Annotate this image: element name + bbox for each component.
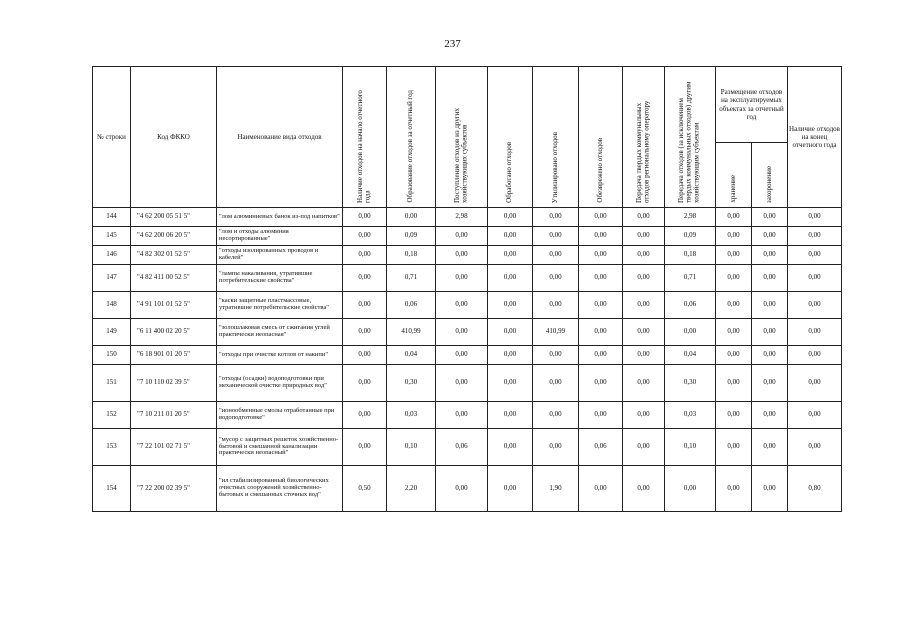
table-row: [93, 292, 842, 319]
cell-value: 0,06: [436, 429, 488, 466]
cell-value: 0,71: [665, 265, 716, 292]
cell-fkko-code: "6 18 901 01 20 5": [131, 346, 217, 365]
cell-value: 0,00: [788, 208, 842, 227]
cell-value: 0,00: [716, 466, 752, 512]
cell-value: 0,00: [343, 402, 387, 429]
cell-value: 0,00: [436, 319, 488, 346]
cell-row-no: 144: [93, 208, 131, 227]
cell-value: 2,20: [387, 466, 436, 512]
table-row: [93, 319, 842, 346]
cell-value: 0,00: [488, 265, 533, 292]
cell-value: 0,00: [343, 429, 387, 466]
cell-value: 0,00: [716, 227, 752, 246]
table-row: [93, 208, 842, 227]
cell-value: 0,00: [716, 346, 752, 365]
cell-waste-name: "лампы накаливания, утратившие потребительские свойства": [217, 265, 343, 292]
cell-fkko-code: "7 10 110 02 39 5": [131, 365, 217, 402]
cell-value: 410,99: [387, 319, 436, 346]
table-body: [93, 208, 842, 512]
cell-value: 0,00: [788, 402, 842, 429]
cell-value: 0,00: [533, 346, 579, 365]
cell-value: 0,00: [533, 208, 579, 227]
cell-value: 0,00: [436, 466, 488, 512]
header-start-year: Наличие отходов на начало отчетного года: [343, 67, 387, 208]
header-generated: Образование отходов за отчетный год: [387, 67, 436, 208]
cell-value: 0,00: [488, 208, 533, 227]
cell-value: 0,04: [665, 346, 716, 365]
cell-fkko-code: "7 10 211 01 20 5": [131, 402, 217, 429]
cell-value: 0,00: [752, 208, 788, 227]
table-row: [93, 246, 842, 265]
cell-value: 0,00: [488, 246, 533, 265]
cell-value: 0,00: [752, 429, 788, 466]
header-end-year: Наличие отходов на конец отчетного года: [788, 67, 842, 208]
cell-waste-name: "ионообменные смолы отработанные при водоподготовке": [217, 402, 343, 429]
cell-value: 0,00: [665, 319, 716, 346]
cell-value: 0,06: [579, 429, 623, 466]
cell-row-no: 151: [93, 365, 131, 402]
cell-waste-name: "мусор с защитных решеток хозяйственно-бытовой и смешанной канализации практически неопасный": [217, 429, 343, 466]
cell-value: 0,00: [788, 265, 842, 292]
cell-value: 0,00: [623, 246, 665, 265]
cell-value: 0,00: [752, 346, 788, 365]
cell-value: 0,00: [436, 265, 488, 292]
cell-value: 0,00: [387, 208, 436, 227]
cell-value: 0,00: [436, 246, 488, 265]
waste-table: [92, 66, 842, 512]
cell-waste-name: "отходы (осадки) водоподготовки при механической очистке природных вод": [217, 365, 343, 402]
cell-value: 0,71: [387, 265, 436, 292]
header-storage: хранение: [716, 143, 752, 208]
cell-value: 0,00: [343, 346, 387, 365]
cell-waste-name: "каски защитные пластмассовые, утратившие потребительские свойства": [217, 292, 343, 319]
table-row: [93, 365, 842, 402]
cell-value: 0,00: [623, 265, 665, 292]
cell-value: 0,00: [716, 246, 752, 265]
cell-value: 0,00: [579, 292, 623, 319]
cell-value: 0,00: [623, 466, 665, 512]
cell-row-no: 154: [93, 466, 131, 512]
cell-value: 0,00: [623, 365, 665, 402]
cell-value: 0,00: [488, 466, 533, 512]
header-burial: захоронение: [752, 143, 788, 208]
cell-value: 0,00: [579, 227, 623, 246]
cell-value: 0,00: [579, 402, 623, 429]
cell-waste-name: "отходы изолированных проводов и кабелей": [217, 246, 343, 265]
cell-value: 0,00: [579, 208, 623, 227]
cell-value: 0,00: [533, 429, 579, 466]
cell-value: 0,00: [788, 346, 842, 365]
cell-fkko-code: "4 62 200 05 51 5": [131, 208, 217, 227]
cell-value: 0,50: [343, 466, 387, 512]
cell-value: 0,00: [343, 208, 387, 227]
cell-row-no: 149: [93, 319, 131, 346]
cell-value: 0,00: [579, 265, 623, 292]
cell-value: 410,99: [533, 319, 579, 346]
cell-value: 0,80: [788, 466, 842, 512]
header-utilized: Утилизировано отходов: [533, 67, 579, 208]
header-placement-group: Размещение отходов на эксплуатируемых объектах за отчетный год: [716, 67, 788, 143]
cell-waste-name: "лом алюминиевых банок из-под напитков": [217, 208, 343, 227]
cell-value: 0,00: [752, 466, 788, 512]
cell-value: 0,00: [488, 292, 533, 319]
cell-value: 0,00: [752, 402, 788, 429]
cell-waste-name: "ил стабилизированный биологических очистных сооружений хозяйственно-бытовых и смешанных сточных вод": [217, 466, 343, 512]
cell-value: 0,00: [752, 292, 788, 319]
cell-value: 0,00: [752, 365, 788, 402]
cell-value: 0,00: [488, 346, 533, 365]
cell-value: 0,00: [716, 292, 752, 319]
cell-value: 0,00: [343, 246, 387, 265]
table-row: [93, 346, 842, 365]
cell-value: 0,10: [387, 429, 436, 466]
cell-value: 0,00: [623, 292, 665, 319]
cell-value: 0,00: [716, 429, 752, 466]
cell-value: 0,00: [788, 319, 842, 346]
cell-value: 0,00: [488, 319, 533, 346]
cell-value: 0,00: [488, 429, 533, 466]
header-processed: Обработано отходов: [488, 67, 533, 208]
cell-value: 0,00: [752, 319, 788, 346]
cell-value: 0,00: [623, 227, 665, 246]
cell-fkko-code: "7 22 101 02 71 5": [131, 429, 217, 466]
table-row: [93, 227, 842, 246]
cell-value: 0,00: [788, 292, 842, 319]
cell-fkko-code: "4 91 101 01 52 5": [131, 292, 217, 319]
cell-value: 0,00: [436, 402, 488, 429]
cell-value: 0,00: [665, 466, 716, 512]
cell-value: 0,00: [788, 227, 842, 246]
table-row: [93, 466, 842, 512]
cell-value: 0,00: [343, 365, 387, 402]
cell-value: 0,00: [533, 265, 579, 292]
cell-value: 0,00: [579, 346, 623, 365]
cell-value: 0,00: [533, 402, 579, 429]
cell-value: 0,03: [665, 402, 716, 429]
cell-value: 0,09: [387, 227, 436, 246]
cell-value: 0,00: [623, 402, 665, 429]
cell-waste-name: "лом и отходы алюминия несортированные": [217, 227, 343, 246]
cell-value: 0,00: [343, 227, 387, 246]
cell-value: 0,00: [788, 246, 842, 265]
cell-value: 0,00: [716, 402, 752, 429]
table-row: [93, 402, 842, 429]
cell-value: 0,00: [623, 346, 665, 365]
cell-value: 0,00: [436, 292, 488, 319]
cell-value: 2,98: [436, 208, 488, 227]
table-row: [93, 429, 842, 466]
cell-row-no: 153: [93, 429, 131, 466]
cell-fkko-code: "4 62 200 06 20 5": [131, 227, 217, 246]
cell-value: 0,00: [488, 365, 533, 402]
cell-value: 0,04: [387, 346, 436, 365]
cell-row-no: 147: [93, 265, 131, 292]
cell-value: 0,10: [665, 429, 716, 466]
cell-value: 0,09: [665, 227, 716, 246]
cell-fkko-code: "7 22 200 02 39 5": [131, 466, 217, 512]
header-fkko-code: Код ФККО: [131, 67, 217, 208]
header-waste-name: Наименование вида отходов: [217, 67, 343, 208]
cell-value: 0,00: [579, 466, 623, 512]
cell-value: 0,00: [488, 402, 533, 429]
cell-value: 0,18: [387, 246, 436, 265]
cell-value: 0,06: [665, 292, 716, 319]
cell-fkko-code: "4 82 302 01 52 5": [131, 246, 217, 265]
cell-value: 0,00: [579, 246, 623, 265]
cell-value: 1,90: [533, 466, 579, 512]
cell-value: 0,00: [436, 365, 488, 402]
cell-value: 0,00: [716, 319, 752, 346]
cell-value: 0,00: [533, 227, 579, 246]
cell-value: 0,00: [752, 246, 788, 265]
header-transfer-other: Передача отходов (за исключением твердых коммунальных отходов) другим хозяйствующим субъектам: [665, 67, 716, 208]
cell-value: 0,30: [665, 365, 716, 402]
cell-value: 0,00: [343, 319, 387, 346]
cell-value: 0,03: [387, 402, 436, 429]
cell-row-no: 148: [93, 292, 131, 319]
cell-value: 0,00: [488, 227, 533, 246]
cell-value: 0,00: [752, 227, 788, 246]
cell-value: 0,00: [436, 227, 488, 246]
cell-fkko-code: "4 82 411 00 52 5": [131, 265, 217, 292]
cell-value: 0,18: [665, 246, 716, 265]
cell-value: 0,00: [716, 365, 752, 402]
header-received: Поступление отходов из других хозяйствующих субъектов: [436, 67, 488, 208]
cell-value: 0,00: [752, 265, 788, 292]
cell-value: 0,00: [623, 429, 665, 466]
cell-value: 0,00: [343, 265, 387, 292]
cell-row-no: 145: [93, 227, 131, 246]
cell-value: 0,00: [788, 429, 842, 466]
cell-row-no: 152: [93, 402, 131, 429]
cell-value: 0,00: [716, 208, 752, 227]
cell-value: 0,00: [788, 365, 842, 402]
cell-row-no: 150: [93, 346, 131, 365]
header-row-no: № строки: [93, 67, 131, 208]
cell-value: 0,00: [716, 265, 752, 292]
page-number: 237: [444, 38, 461, 50]
cell-fkko-code: "6 11 400 02 20 5": [131, 319, 217, 346]
cell-value: 2,98: [665, 208, 716, 227]
cell-waste-name: "отходы при очистке котлов от накипи": [217, 346, 343, 365]
header-neutralized: Обезврежено отходов: [579, 67, 623, 208]
table-row: [93, 265, 842, 292]
cell-row-no: 146: [93, 246, 131, 265]
header-transfer-regional: Передача твердых коммунальных отходов региональному оператору: [623, 67, 665, 208]
cell-value: 0,06: [387, 292, 436, 319]
cell-value: 0,00: [533, 292, 579, 319]
cell-value: 0,00: [436, 346, 488, 365]
cell-value: 0,00: [533, 365, 579, 402]
cell-value: 0,00: [579, 365, 623, 402]
cell-value: 0,00: [579, 319, 623, 346]
cell-value: 0,00: [343, 292, 387, 319]
cell-waste-name: "золошлаковая смесь от сжигания углей практически неопасная": [217, 319, 343, 346]
cell-value: 0,00: [623, 319, 665, 346]
cell-value: 0,30: [387, 365, 436, 402]
cell-value: 0,00: [533, 246, 579, 265]
cell-value: 0,00: [623, 208, 665, 227]
